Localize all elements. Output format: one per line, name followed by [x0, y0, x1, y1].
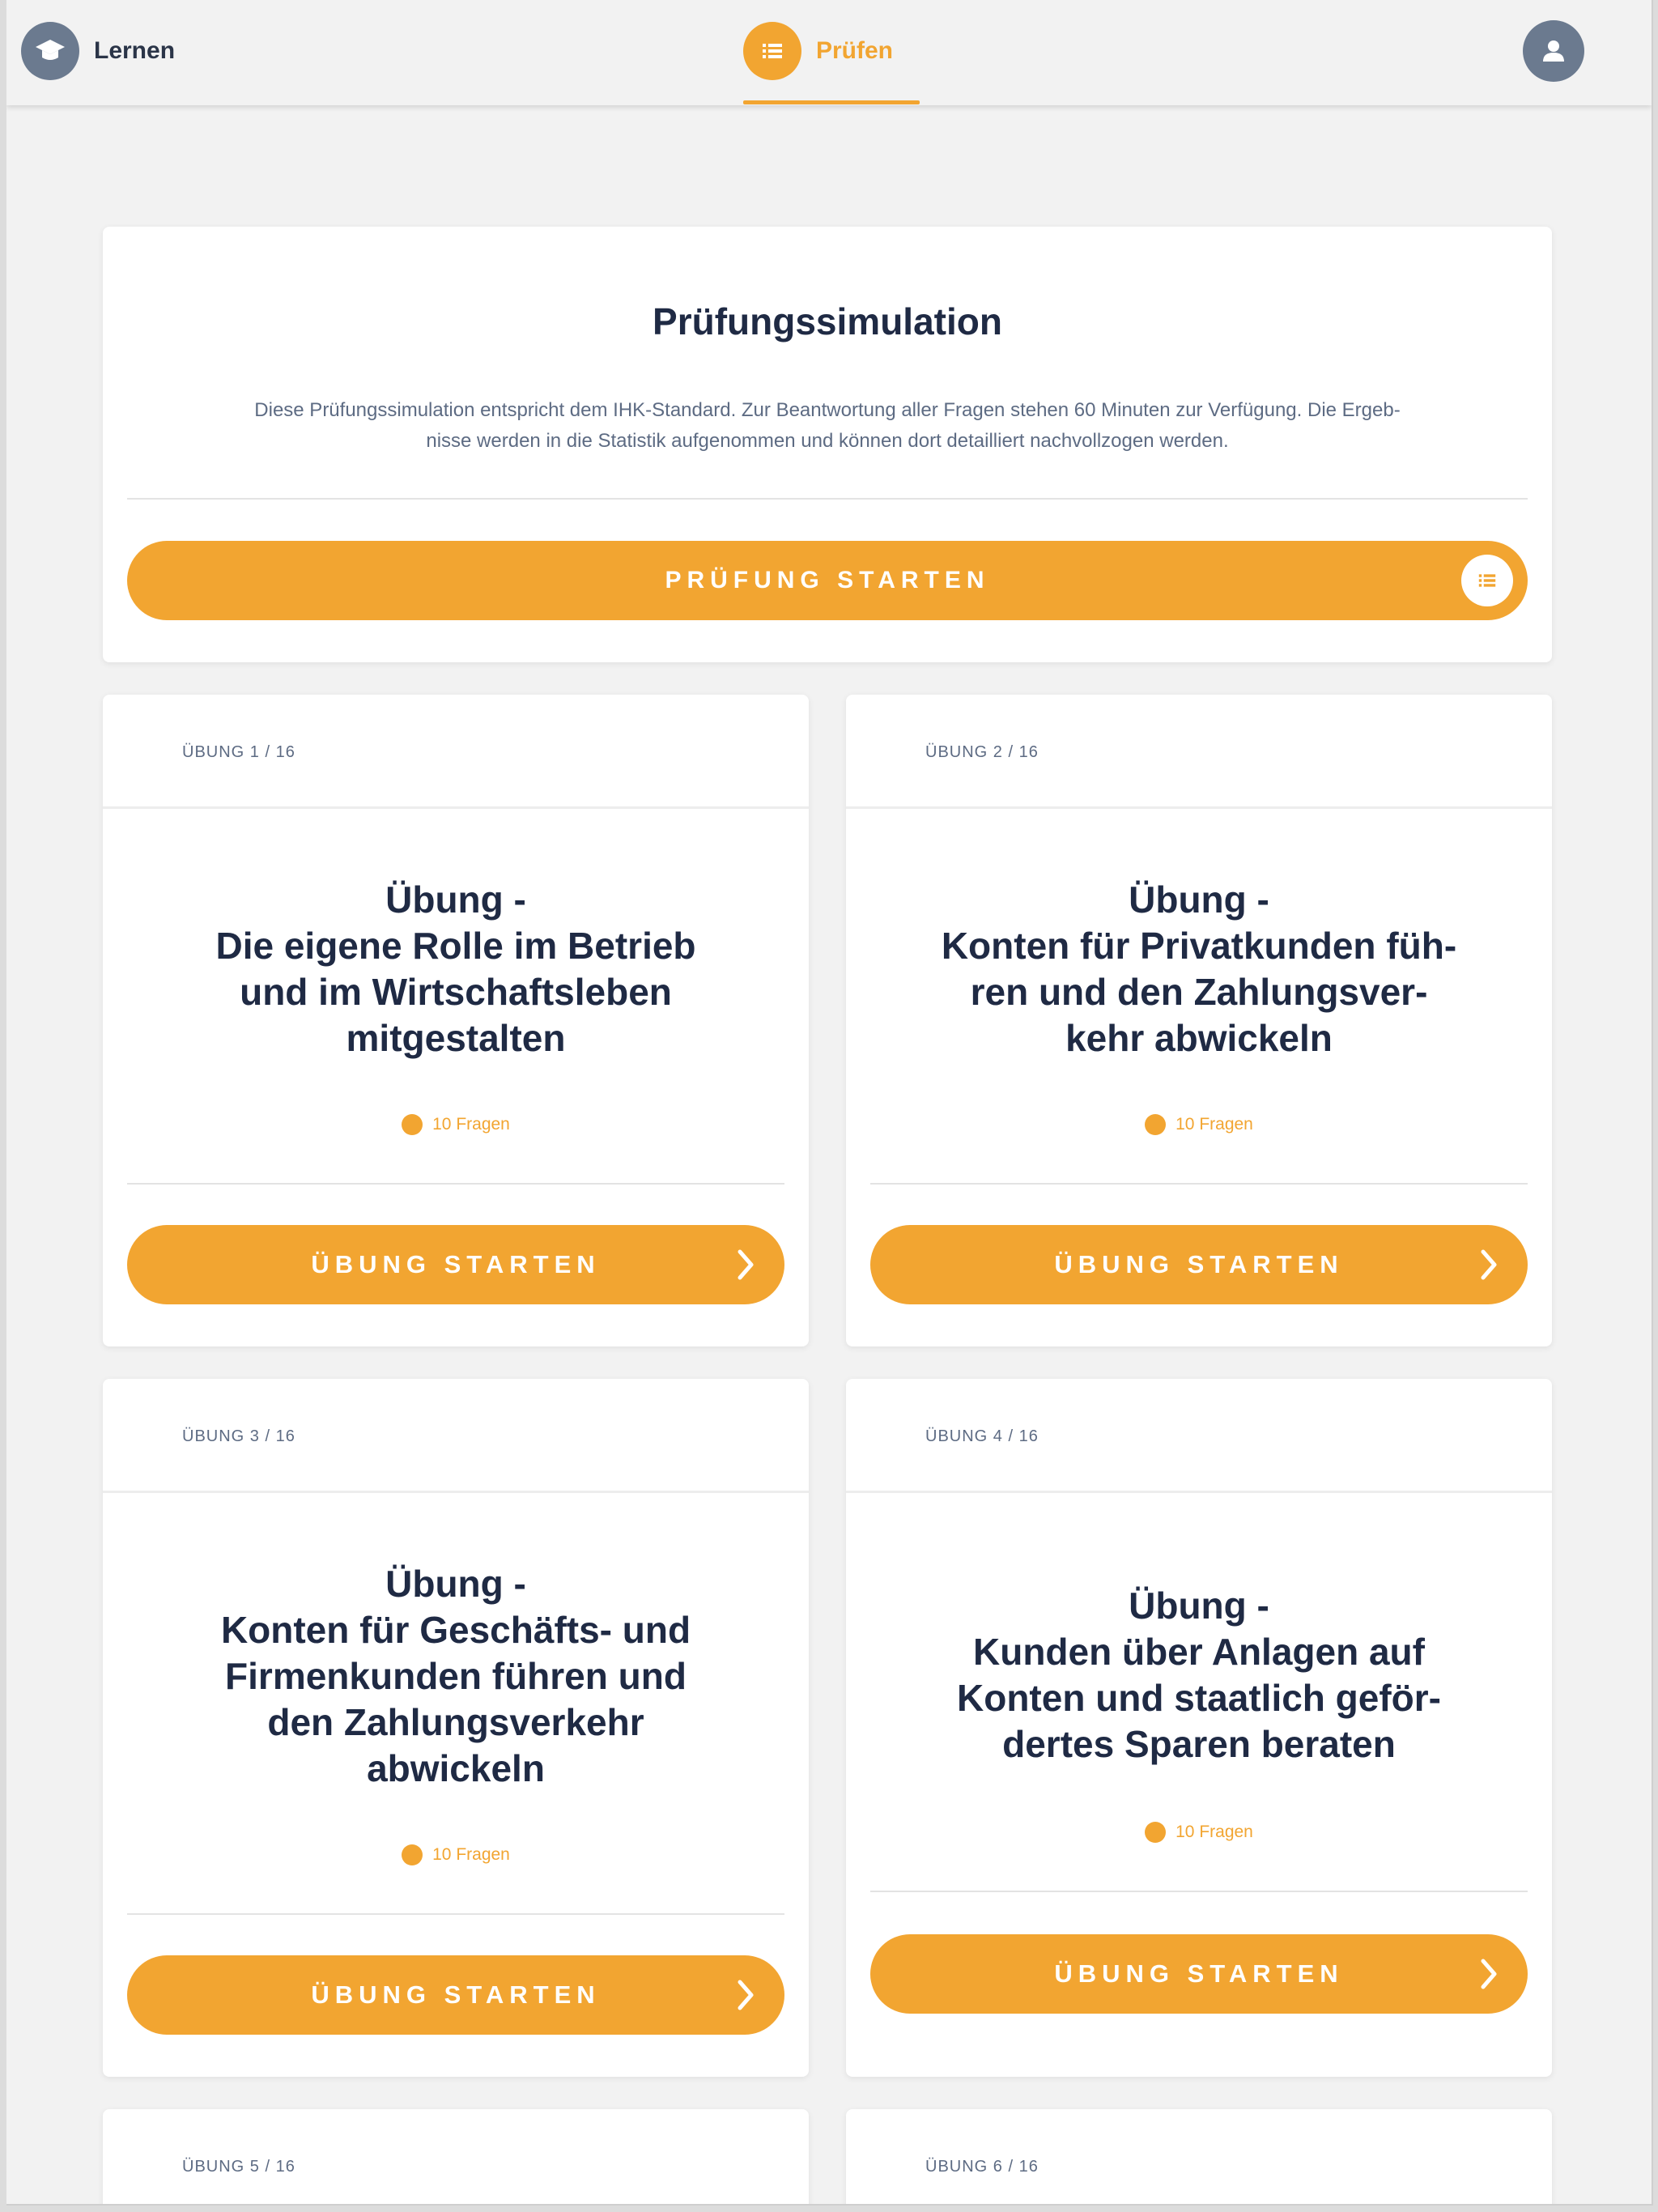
exercise-number: ÜBUNG 5 / 16	[182, 2158, 295, 2176]
exercise-card-5	[103, 2109, 809, 2206]
app-window	[6, 0, 1653, 2206]
exercise-title-line: Firmenkunden führen und	[225, 1655, 687, 1697]
exercise-title-line: Die eigene Rolle im Betrieb	[215, 925, 696, 967]
chevron-right-icon	[1479, 1958, 1499, 1990]
question-count	[846, 1822, 1552, 1843]
divider	[127, 1913, 784, 1915]
exercise-number: ÜBUNG 4 / 16	[925, 1427, 1039, 1445]
exercise-title-line: und im Wirtschaftsleben	[240, 971, 672, 1013]
question-count-label: 10 Fragen	[1175, 1115, 1253, 1134]
divider	[127, 1183, 784, 1185]
list-icon	[743, 22, 801, 80]
exercise-title-line: kehr abwickeln	[1065, 1017, 1333, 1059]
exercise-title-line: Übung -	[1129, 878, 1269, 921]
exercise-card-header	[846, 695, 1552, 809]
start-exercise-button[interactable]	[127, 1955, 784, 2035]
divider	[870, 1183, 1528, 1185]
exercise-title-line: dertes Sparen beraten	[1002, 1723, 1396, 1765]
simulation-description	[135, 395, 1520, 457]
chevron-right-icon	[736, 1979, 755, 2011]
question-count	[103, 1114, 809, 1135]
exercise-title-line: Konten und staatlich geför-	[957, 1677, 1441, 1719]
exercise-card-3	[103, 1379, 809, 2077]
simulation-title: Prüfungssimulation	[653, 300, 1002, 342]
question-count	[846, 1114, 1552, 1135]
exercise-card-2	[846, 695, 1552, 1346]
graduation-cap-icon	[21, 22, 79, 80]
divider	[870, 1891, 1528, 1892]
exercise-card-header	[103, 2109, 809, 2206]
exercise-title	[135, 877, 776, 1061]
question-count	[103, 1844, 809, 1865]
exercise-title-line: Konten für Privatkunden füh-	[941, 925, 1457, 967]
exercise-title-line: Kunden über Anlagen auf	[973, 1631, 1425, 1673]
nav-test-label: Prüfen	[816, 37, 894, 64]
exercise-card-header	[103, 695, 809, 809]
chevron-right-icon	[1479, 1249, 1499, 1281]
divider	[127, 498, 1528, 500]
user-icon	[1537, 35, 1570, 67]
start-exercise-label: ÜBUNG STARTEN	[311, 1250, 601, 1278]
top-navigation	[6, 0, 1652, 105]
start-exam-label: PRÜFUNG STARTEN	[665, 567, 990, 593]
exercise-number: ÜBUNG 6 / 16	[925, 2158, 1039, 2176]
exercise-title-line: Konten für Geschäfts- und	[220, 1609, 691, 1651]
exercise-card-header	[846, 1379, 1552, 1493]
exercise-title-line: Übung -	[1129, 1585, 1269, 1627]
exercise-number: ÜBUNG 2 / 16	[925, 743, 1039, 761]
dot-icon	[402, 1114, 423, 1135]
exam-simulation-card	[103, 227, 1552, 662]
start-exercise-button[interactable]	[127, 1225, 784, 1304]
start-exercise-label: ÜBUNG STARTEN	[1054, 1959, 1344, 1988]
nav-tab-test[interactable]	[743, 22, 893, 80]
start-exercise-button[interactable]	[870, 1225, 1528, 1304]
profile-button[interactable]	[1523, 20, 1584, 82]
dot-icon	[1145, 1822, 1166, 1843]
start-exercise-button[interactable]	[870, 1934, 1528, 2014]
dot-icon	[1145, 1114, 1166, 1135]
start-exercise-label: ÜBUNG STARTEN	[1054, 1250, 1344, 1278]
exercise-number: ÜBUNG 1 / 16	[182, 743, 295, 761]
dot-icon	[402, 1844, 423, 1865]
list-icon	[1461, 555, 1513, 606]
chevron-right-icon	[736, 1249, 755, 1281]
exercise-card-4	[846, 1379, 1552, 2077]
exercise-card-1	[103, 695, 809, 1346]
active-tab-indicator	[743, 100, 920, 104]
question-count-label: 10 Fragen	[432, 1845, 510, 1864]
exercise-title	[135, 1561, 776, 1792]
exercise-title	[878, 1583, 1520, 1767]
exercise-title-line: den Zahlungsverkehr	[267, 1701, 644, 1743]
simulation-description-line-2: nisse werden in die Statistik aufgenommen und können dort detailliert nachvollzogen werden.	[426, 430, 1229, 452]
exercise-title	[878, 877, 1520, 1061]
simulation-description-line-1: Diese Prüfungssimulation entspricht dem IHK-Standard. Zur Beantwortung aller Fragen stehen 60 Minuten zur Verfügung. Die Ergeb-	[254, 399, 1401, 421]
exercise-title-line: mitgestalten	[346, 1017, 566, 1059]
exercise-title-line: Übung -	[385, 1563, 526, 1605]
question-count-label: 10 Fragen	[432, 1115, 510, 1134]
start-exam-button[interactable]	[127, 541, 1528, 620]
exercise-card-header	[103, 1379, 809, 1493]
exercise-number: ÜBUNG 3 / 16	[182, 1427, 295, 1445]
exercise-card-6	[846, 2109, 1552, 2206]
nav-learn-label: Lernen	[94, 37, 176, 64]
start-exercise-label: ÜBUNG STARTEN	[311, 1980, 601, 2009]
exercise-title-line: ren und den Zahlungsver-	[970, 971, 1428, 1013]
question-count-label: 10 Fragen	[1175, 1823, 1253, 1841]
exercise-title-line: abwickeln	[367, 1747, 545, 1789]
nav-tab-learn[interactable]	[21, 22, 175, 80]
exercise-card-header	[846, 2109, 1552, 2206]
exercise-title-line: Übung -	[385, 878, 526, 921]
